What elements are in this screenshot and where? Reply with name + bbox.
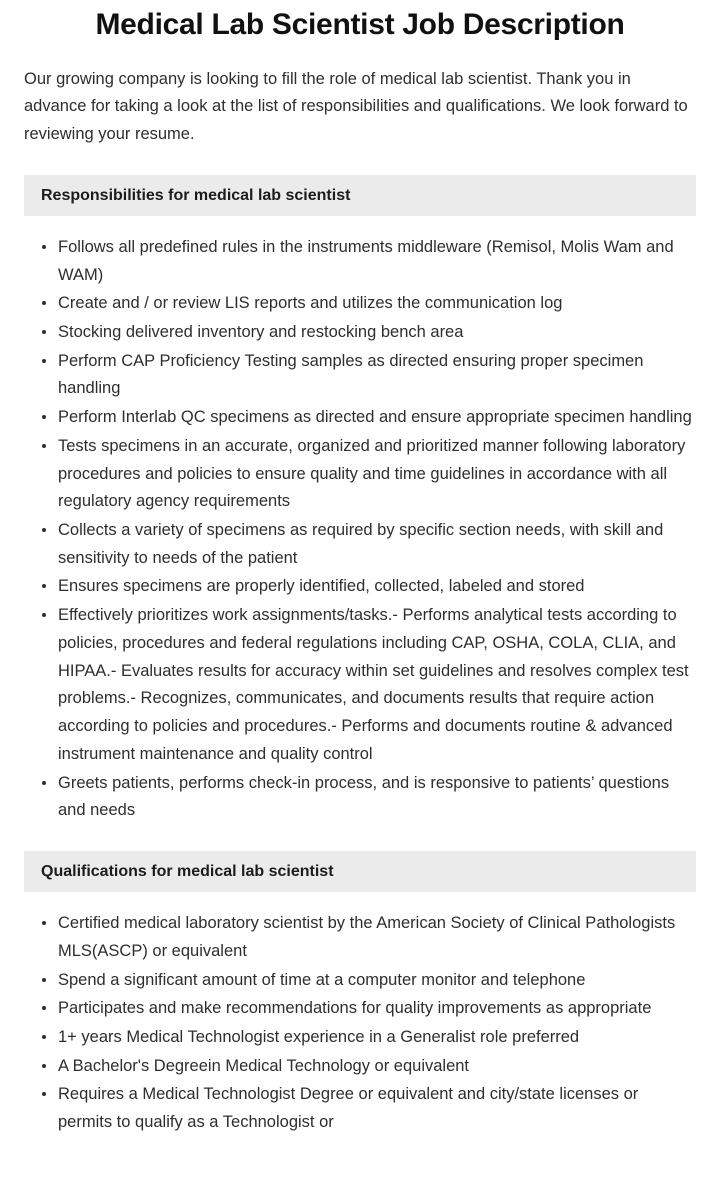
qualifications-section <box>24 851 696 1137</box>
list-item: Follows all predefined rules in the instruments middleware (Remisol, Molis Wam and WAM) <box>24 234 696 289</box>
list-item: Certified medical laboratory scientist by the American Society of Clinical Pathologists MLS(ASCP) or equivalent <box>24 910 696 965</box>
list-item: Collects a variety of specimens as required by specific section needs, with skill and sensitivity to needs of the patient <box>24 517 696 572</box>
list-item: Requires a Medical Technologist Degree or equivalent and city/state licenses or permits to qualify as a Technologist or <box>24 1081 696 1136</box>
list-item: Perform CAP Proficiency Testing samples as directed ensuring proper specimen handling <box>24 348 696 403</box>
responsibilities-heading: Responsibilities for medical lab scientist <box>24 175 696 216</box>
responsibilities-section <box>24 175 696 825</box>
list-item: Perform Interlab QC specimens as directed and ensure appropriate specimen handling <box>24 404 696 432</box>
qualifications-list <box>24 910 696 1137</box>
list-item: Greets patients, performs check-in process, and is responsive to patients’ questions and needs <box>24 770 696 825</box>
list-item: 1+ years Medical Technologist experience in a Generalist role preferred <box>24 1024 696 1052</box>
responsibilities-list <box>24 234 696 825</box>
list-item: Tests specimens in an accurate, organized and prioritized manner following laboratory procedures and policies to ensure quality and time guidelines in accordance with all regulatory agency requirements <box>24 433 696 516</box>
list-item: Create and / or review LIS reports and utilizes the communication log <box>24 290 696 318</box>
list-item: Participates and make recommendations for quality improvements as appropriate <box>24 995 696 1023</box>
qualifications-heading: Qualifications for medical lab scientist <box>24 851 696 892</box>
page-title: Medical Lab Scientist Job Description <box>95 8 625 41</box>
list-item: Spend a significant amount of time at a computer monitor and telephone <box>24 967 696 995</box>
list-item: Stocking delivered inventory and restocking bench area <box>24 319 696 347</box>
job-description-page <box>0 6 720 1137</box>
intro-paragraph: Our growing company is looking to fill the role of medical lab scientist. Thank you in advance for taking a look at the list of responsibilities and qualifications. We look forward to reviewing your resume. <box>24 69 688 143</box>
list-item: Effectively prioritizes work assignments/tasks.- Performs analytical tests according to policies, procedures and federal regulations including CAP, OSHA, COLA, CLIA, and HIPAA.- Evaluates results for accuracy within set guidelines and resolves complex test problems.- Recognizes, communicates, and documents results that require action according to policies and procedures.- Performs and documents routine & advanced instrument maintenance and quality control <box>24 602 696 768</box>
list-item: A Bachelor's Degreein Medical Technology or equivalent <box>24 1053 696 1081</box>
list-item: Ensures specimens are properly identified, collected, labeled and stored <box>24 573 696 601</box>
